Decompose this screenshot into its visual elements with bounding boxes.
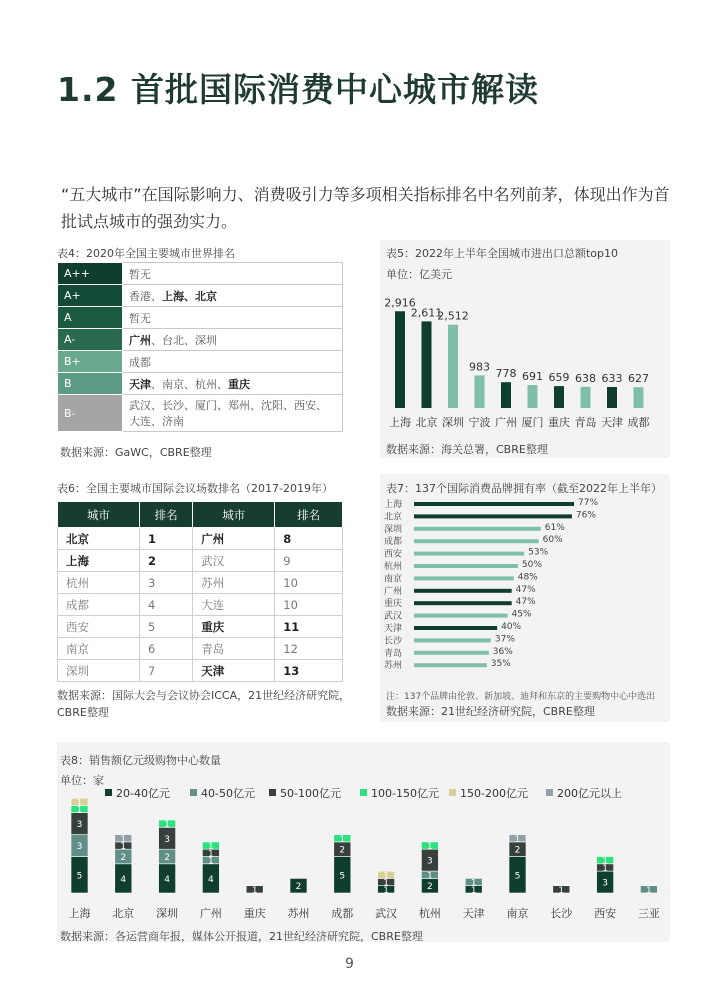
legend-swatch: [360, 789, 367, 796]
category-label: 武汉: [375, 907, 398, 920]
category-label: 北京: [384, 512, 403, 523]
segment-label: 3: [427, 856, 433, 867]
legend-label: 150-200亿元: [460, 787, 528, 800]
segment-label: 3: [164, 834, 170, 845]
bar-西安: [414, 552, 524, 556]
table6-source: 数据来源：国际大会与会议协会ICCA，21世纪经济研究院，CBRE整理: [57, 689, 351, 719]
cities-text: 、南京、杭州、: [151, 377, 228, 391]
city-cell: 深圳: [58, 660, 140, 682]
segment-label: 5: [76, 871, 83, 882]
ranking-row: [58, 351, 343, 373]
cities-text: 暂无: [129, 267, 151, 281]
page-number: 9: [345, 956, 354, 972]
table-row: [58, 638, 343, 660]
rank-cell: 4: [140, 594, 193, 616]
data-label: 633: [601, 372, 623, 386]
category-label: 北京: [112, 907, 135, 920]
data-label: 47%: [515, 584, 536, 595]
chart8-source: 数据来源：各运营商年报，媒体公开报道，21世纪经济研究院，CBRE整理: [60, 930, 423, 943]
category-label: 苏州: [384, 661, 403, 672]
rank-cell: 11: [275, 616, 343, 638]
category-label: 青岛: [574, 416, 597, 429]
chart5-unit: 单位：亿美元: [386, 268, 452, 281]
ranking-row: [58, 373, 343, 395]
rank-cell: 10: [275, 572, 343, 594]
bar-上海: [414, 502, 574, 506]
cities-cell: [123, 263, 343, 285]
segment-label: 3: [76, 842, 83, 853]
cities-text: 武汉、长沙、厦门、郑州、沈阳、西安、大连、济南: [129, 399, 327, 428]
highlight-cities: 上海、北京: [162, 289, 217, 303]
ranking-row: [58, 329, 343, 351]
category-label: 南京: [506, 907, 529, 920]
bar-厦门: [528, 385, 538, 408]
segment-label: 1: [383, 871, 389, 882]
highlight-cities: 天津: [129, 377, 151, 391]
city-cell: 广州: [193, 528, 275, 550]
cities-cell: [123, 285, 343, 307]
mall-count-chart: [57, 785, 670, 925]
bar-宁波: [475, 375, 485, 408]
legend-swatch: [269, 789, 276, 796]
segment-label: 1: [76, 805, 83, 816]
data-label: 35%: [490, 659, 511, 670]
data-label: 47%: [515, 597, 536, 608]
segment-label: 1: [602, 863, 608, 874]
conference-ranking-table: [57, 501, 343, 682]
city-cell: 苏州: [193, 572, 275, 594]
data-label: 778: [495, 367, 517, 381]
table-row: [58, 550, 343, 572]
rank-cell: 8: [275, 528, 343, 550]
segment-label: 4: [120, 874, 127, 885]
ranking-row: [58, 285, 343, 307]
grade-cell: A+: [58, 285, 123, 307]
rank-cell: 9: [275, 550, 343, 572]
legend-label: 20-40亿元: [116, 787, 170, 800]
grade-cell: B: [58, 373, 123, 395]
data-label: 691: [522, 370, 543, 384]
category-label: 厦门: [521, 416, 544, 429]
category-label: 广州: [384, 586, 403, 597]
segment-label: 5: [339, 871, 346, 882]
segment-label: 1: [602, 856, 608, 867]
city-cell: 北京: [58, 528, 140, 550]
segment-label: 1: [514, 834, 521, 845]
cities-cell: [123, 351, 343, 373]
table4-caption: 表4：2020年全国主要城市世界排名: [57, 247, 235, 260]
category-label: 天津: [601, 416, 623, 429]
data-label: 37%: [494, 634, 515, 645]
chart7-note: 注：137个品牌由伦敦、新加坡、迪拜和东京的主要购物中心中选出: [386, 692, 656, 702]
data-label: 659: [548, 371, 570, 385]
bar-南京: [414, 576, 514, 580]
segment-label: 2: [295, 882, 302, 893]
segment-label: 3: [602, 878, 608, 889]
data-label: 53%: [528, 547, 549, 558]
chart7-caption: 表7：137个国际消费品牌拥有率（截至2022年上半年）: [386, 482, 662, 495]
category-label: 长沙: [384, 636, 403, 647]
rank-cell: 6: [140, 638, 193, 660]
category-label: 杭州: [384, 562, 403, 572]
cities-cell: [123, 329, 343, 351]
rank-cell: 3: [140, 572, 193, 594]
category-label: 杭州: [418, 907, 441, 920]
bar-广州: [414, 589, 512, 593]
category-label: 重庆: [384, 599, 403, 610]
data-label: 2,916: [384, 296, 416, 310]
category-label: 西安: [384, 549, 403, 560]
category-label: 重庆: [548, 416, 570, 429]
category-label: 重庆: [243, 907, 266, 920]
category-label: 宁波: [468, 416, 491, 429]
segment-label: 2: [120, 853, 127, 863]
bar-天津: [414, 626, 497, 630]
data-label: 76%: [575, 510, 596, 521]
segment-label: 1: [208, 849, 214, 860]
category-label: 成都: [384, 537, 403, 548]
table-row: [58, 616, 343, 638]
ranking-row: [58, 395, 343, 432]
segment-label: 1: [164, 820, 170, 831]
segment-label: 4: [164, 874, 170, 885]
category-label: 青岛: [384, 648, 403, 659]
category-label: 上海: [389, 416, 411, 429]
category-label: 广州: [495, 416, 517, 429]
segment-label: 1: [427, 842, 433, 853]
ranking-row: [58, 263, 343, 285]
legend-swatch: [105, 789, 112, 796]
city-cell: 青岛: [193, 638, 275, 660]
category-label: 广州: [199, 907, 222, 920]
column-header: 排名: [275, 502, 343, 528]
bar-北京: [414, 514, 572, 518]
table6-caption: 表6：全国主要城市国际会议场数排名（2017-2019年）: [57, 482, 333, 495]
highlight-cities: 广州: [129, 333, 151, 347]
data-label: 983: [469, 360, 490, 374]
cities-text: 香港、: [129, 289, 162, 303]
bar-成都: [414, 539, 539, 543]
legend-label: 200亿元以上: [557, 787, 622, 800]
segment-label: 1: [427, 871, 433, 882]
city-cell: 重庆: [193, 616, 275, 638]
city-cell: 南京: [58, 638, 140, 660]
bar-重庆: [554, 386, 564, 408]
segment-label: 1: [470, 878, 477, 889]
table-row: [58, 594, 343, 616]
column-header: 城市: [193, 502, 275, 528]
table-row: [58, 660, 343, 682]
city-cell: 西安: [58, 616, 140, 638]
segment-label: 1: [120, 834, 127, 845]
grade-cell: A-: [58, 329, 123, 351]
segment-label: 1: [76, 798, 83, 809]
cities-text: 暂无: [129, 311, 151, 325]
city-cell: 杭州: [58, 572, 140, 594]
legend-label: 100-150亿元: [371, 787, 439, 800]
data-label: 2,512: [437, 309, 469, 323]
category-label: 西安: [594, 907, 617, 920]
data-label: 638: [575, 371, 596, 385]
segment-label: 1: [470, 885, 477, 896]
data-label: 36%: [492, 646, 513, 657]
bar-长沙: [414, 638, 491, 642]
category-label: 深圳: [442, 416, 464, 429]
segment-label: 1: [383, 885, 389, 896]
category-label: 天津: [384, 624, 403, 634]
bar-深圳: [414, 527, 541, 531]
bar-青岛: [581, 387, 591, 408]
bar-重庆: [414, 601, 512, 605]
page-title: 1.2 首批国际消费中心城市解读: [57, 70, 539, 109]
bar-上海: [395, 311, 405, 408]
brand-rate-chart: [380, 496, 670, 686]
segment-label: 1: [251, 885, 258, 896]
legend-swatch: [449, 789, 456, 796]
segment-label: 1: [339, 834, 346, 845]
city-cell: 上海: [58, 550, 140, 572]
highlight-cities: 重庆: [228, 377, 250, 391]
segment-label: 3: [76, 820, 83, 831]
category-label: 北京: [415, 416, 438, 429]
category-label: 苏州: [287, 907, 310, 920]
rank-cell: 10: [275, 594, 343, 616]
segment-label: 1: [558, 885, 565, 896]
grade-cell: A++: [58, 263, 123, 285]
category-label: 上海: [384, 500, 403, 510]
chart5-caption: 表5：2022年上半年全国城市进出口总额top10: [386, 247, 619, 260]
rank-cell: 1: [140, 528, 193, 550]
rank-cell: 12: [275, 638, 343, 660]
data-label: 45%: [511, 609, 532, 620]
city-cell: 武汉: [193, 550, 275, 572]
segment-label: 1: [120, 842, 127, 853]
data-label: 50%: [521, 560, 542, 570]
category-label: 深圳: [156, 907, 179, 920]
chart8-caption: 表8：销售额亿元级购物中心数量: [60, 754, 221, 767]
rank-cell: 5: [140, 616, 193, 638]
cities-cell: [123, 395, 343, 432]
data-label: 627: [628, 372, 649, 386]
column-header: 城市: [58, 502, 140, 528]
cities-text: 、台北、深圳: [151, 333, 217, 347]
bar-深圳: [448, 325, 458, 408]
segment-label: 2: [427, 882, 433, 893]
category-label: 三亚: [637, 907, 660, 920]
segment-label: 5: [514, 871, 521, 882]
legend-swatch: [190, 789, 197, 796]
column-header: 排名: [140, 502, 193, 528]
ranking-row: [58, 307, 343, 329]
bar-武汉: [414, 614, 508, 618]
data-label: 60%: [542, 535, 563, 546]
segment-label: 4: [208, 874, 214, 885]
city-cell: 大连: [193, 594, 275, 616]
table-row: [58, 572, 343, 594]
category-label: 南京: [384, 574, 403, 585]
city-cell: 天津: [193, 660, 275, 682]
category-label: 长沙: [550, 907, 573, 920]
segment-label: 1: [383, 878, 389, 889]
segment-label: 2: [514, 845, 521, 856]
chart7-source: 数据来源：21世纪经济研究院，CBRE整理: [386, 705, 595, 718]
category-label: 深圳: [384, 524, 403, 535]
bar-成都: [634, 387, 644, 408]
bar-广州: [501, 382, 511, 408]
segment-label: 2: [164, 853, 170, 863]
rank-cell: 2: [140, 550, 193, 572]
segment-label: 1: [646, 885, 652, 896]
legend-label: 50-100亿元: [280, 787, 341, 800]
category-label: 成都: [627, 416, 650, 429]
data-label: 61%: [544, 522, 565, 533]
segment-label: 1: [208, 856, 214, 867]
city-cell: 成都: [58, 594, 140, 616]
bar-苏州: [414, 663, 487, 667]
chart8-unit: 单位：家: [60, 774, 104, 787]
grade-cell: B+: [58, 351, 123, 373]
table-row: [58, 528, 343, 550]
cities-text: 成都: [129, 355, 151, 369]
trade-volume-chart: [380, 280, 670, 435]
bar-杭州: [414, 564, 518, 568]
legend-swatch: [546, 789, 553, 796]
category-label: 天津: [462, 907, 485, 920]
rank-cell: 13: [275, 660, 343, 682]
data-label: 2,611: [410, 306, 443, 320]
rank-cell: 7: [140, 660, 193, 682]
bar-北京: [422, 321, 432, 408]
city-ranking-table: [57, 262, 343, 432]
bar-青岛: [414, 651, 489, 655]
category-label: 成都: [331, 907, 354, 920]
legend-label: 40-50亿元: [201, 787, 255, 800]
segment-label: 2: [339, 845, 346, 856]
category-label: 上海: [68, 907, 91, 920]
data-label: 77%: [578, 498, 599, 508]
bar-天津: [607, 387, 617, 408]
table4-source: 数据来源：GaWC，CBRE整理: [60, 446, 212, 459]
data-label: 48%: [517, 572, 538, 583]
category-label: 武汉: [384, 611, 403, 622]
data-label: 40%: [501, 622, 522, 632]
grade-cell: B-: [58, 395, 123, 432]
cities-cell: [123, 307, 343, 329]
chart5-source: 数据来源：海关总署，CBRE整理: [386, 443, 548, 456]
segment-label: 1: [208, 842, 214, 853]
grade-cell: A: [58, 307, 123, 329]
cities-cell: [123, 373, 343, 395]
intro-paragraph: “五大城市”在国际影响力、消费吸引力等多项相关指标排名中名列前茅，体现出作为首批试点城市的强劲实力。: [61, 185, 670, 231]
